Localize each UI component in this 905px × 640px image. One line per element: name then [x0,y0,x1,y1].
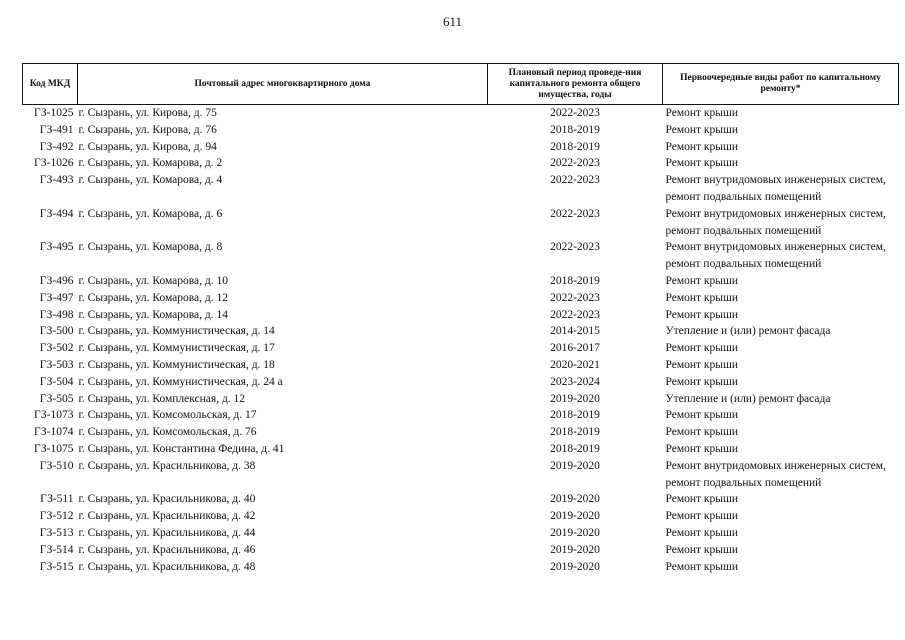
table-row [23,307,899,324]
table-row [23,391,899,408]
period-cell: 2022-2023 [550,291,600,304]
work-type-cell: Ремонт крыши [665,442,739,455]
mkd-code-cell: ГЗ-1073 [33,409,74,422]
mkd-code-cell: ГЗ-515 [39,560,74,573]
table-row [23,508,899,525]
table-row [23,122,899,139]
period-cell: 2019-2020 [550,560,600,573]
address-cell: г. Сызрань, ул. Кирова, д. 76 [78,123,217,136]
mkd-code-cell: ГЗ-510 [39,459,74,472]
mkd-code-cell: ГЗ-512 [39,510,74,523]
table-row [23,273,899,290]
mkd-code-cell: ГЗ-513 [39,526,74,539]
table-row [23,105,899,122]
period-cell: 2016-2017 [550,342,600,355]
mkd-code-cell: ГЗ-491 [39,123,74,136]
table-row [23,374,899,391]
mkd-code-cell: ГЗ-505 [39,392,74,405]
capital-repair-table [22,63,899,575]
work-type-cell: Ремонт внутридомовых инженерных систем, ремонт подвальных помещений [665,459,886,489]
table-row [23,357,899,374]
period-cell: 2018-2019 [550,274,600,287]
work-type-cell: Ремонт крыши [665,375,739,388]
mkd-code-cell: ГЗ-496 [39,274,74,287]
period-cell: 2022-2023 [550,308,600,321]
period-cell: 2022-2023 [550,157,600,170]
period-cell: 2022-2023 [550,174,600,187]
work-type-cell: Ремонт крыши [665,510,739,523]
period-cell: 2022-2023 [550,207,600,220]
period-cell: 2019-2020 [550,510,600,523]
table-row [23,559,899,576]
mkd-code-cell: ГЗ-514 [39,543,74,556]
table-row [23,424,899,441]
mkd-code-cell: ГЗ-511 [40,493,74,506]
address-cell: г. Сызрань, ул. Комсомольская, д. 17 [78,409,257,422]
period-cell: 2020-2021 [550,358,600,371]
table-row [23,290,899,307]
period-cell: 2014-2015 [550,325,600,338]
period-cell: 2018-2019 [550,409,600,422]
address-cell: г. Сызрань, ул. Коммунистическая, д. 17 [78,342,275,355]
address-cell: г. Сызрань, ул. Комарова, д. 14 [78,308,229,321]
period-cell: 2018-2019 [550,140,600,153]
mkd-code-cell: ГЗ-1026 [33,157,74,170]
address-cell: г. Сызрань, ул. Красильникова, д. 42 [78,510,256,523]
period-cell: 2019-2020 [550,543,600,556]
work-type-cell: Ремонт крыши [665,123,739,136]
address-cell: г. Сызрань, ул. Комарова, д. 12 [78,291,229,304]
work-type-cell: Ремонт крыши [665,157,739,170]
mkd-code-cell: ГЗ-1075 [33,442,74,455]
table-row [23,542,899,559]
table-row [23,155,899,172]
mkd-code-cell: ГЗ-494 [39,207,74,220]
period-cell: 2018-2019 [550,123,600,136]
table-row [23,340,899,357]
address-cell: г. Сызрань, ул. Кирова, д. 75 [78,107,217,119]
header-work-types: Первоочередные виды работ по капитальному ремонту* [663,64,899,105]
table-row [23,172,899,206]
mkd-code-cell: ГЗ-503 [39,358,74,371]
work-type-cell: Ремонт крыши [665,409,739,422]
work-type-cell: Ремонт крыши [665,358,739,371]
period-cell: 2022-2023 [550,107,600,119]
mkd-code-cell: ГЗ-502 [39,342,74,355]
work-type-cell: Ремонт крыши [665,291,739,304]
work-type-cell: Ремонт крыши [665,107,739,119]
address-cell: г. Сызрань, ул. Комсомольская, д. 76 [78,426,257,439]
header-address: Почтовый адрес многоквартирного дома [78,64,488,105]
table-row [23,491,899,508]
address-cell: г. Сызрань, ул. Комарова, д. 10 [78,274,229,287]
page-number: 611 [442,14,463,29]
period-cell: 2023-2024 [550,375,600,388]
period-cell: 2019-2020 [550,459,600,472]
work-type-cell: Утепление и (или) ремонт фасада [665,392,831,405]
period-cell: 2019-2020 [550,526,600,539]
address-cell: г. Сызрань, ул. Красильникова, д. 40 [78,493,256,506]
mkd-code-cell: ГЗ-495 [39,241,74,254]
header-code: Код МКД [23,64,78,105]
mkd-code-cell: ГЗ-1074 [33,426,74,439]
address-cell: г. Сызрань, ул. Комплексная, д. 12 [78,392,246,405]
work-type-cell: Утепление и (или) ремонт фасада [665,325,831,338]
period-cell: 2019-2020 [550,392,600,405]
address-cell: г. Сызрань, ул. Красильникова, д. 48 [78,560,256,573]
address-cell: г. Сызрань, ул. Коммунистическая, д. 24 а [78,375,283,388]
address-cell: г. Сызрань, ул. Кирова, д. 94 [78,140,217,153]
table-row [23,139,899,156]
mkd-code-cell: ГЗ-493 [39,174,74,187]
work-type-cell: Ремонт внутридомовых инженерных систем, ремонт подвальных помещений [665,241,886,271]
mkd-code-cell: ГЗ-1025 [33,107,74,119]
mkd-code-cell: ГЗ-498 [39,308,74,321]
table-row [23,525,899,542]
mkd-code-cell: ГЗ-492 [39,140,74,153]
work-type-cell: Ремонт внутридомовых инженерных систем, ремонт подвальных помещений [665,174,886,203]
table-row [23,441,899,458]
period-cell: 2022-2023 [550,241,600,254]
work-type-cell: Ремонт крыши [665,342,739,355]
address-cell: г. Сызрань, ул. Коммунистическая, д. 18 [78,358,275,371]
mkd-code-cell: ГЗ-500 [39,325,74,338]
table-row [23,206,899,240]
period-cell: 2018-2019 [550,442,600,455]
period-cell: 2018-2019 [550,426,600,439]
work-type-cell: Ремонт крыши [665,426,739,439]
mkd-code-cell: ГЗ-497 [39,291,74,304]
address-cell: г. Сызрань, ул. Коммунистическая, д. 14 [78,325,275,338]
work-type-cell: Ремонт крыши [665,308,739,321]
address-cell: г. Сызрань, ул. Комарова, д. 4 [78,174,223,187]
work-type-cell: Ремонт крыши [665,140,739,153]
work-type-cell: Ремонт крыши [665,543,739,556]
table-body [23,105,899,576]
work-type-cell: Ремонт крыши [665,493,739,506]
table-row [23,323,899,340]
header-period: Плановый период проведе-ния капитального ремонта общего имущества, годы [488,64,663,105]
address-cell: г. Сызрань, ул. Комарова, д. 6 [78,207,223,220]
address-cell: г. Сызрань, ул. Красильникова, д. 46 [78,543,256,556]
address-cell: г. Сызрань, ул. Комарова, д. 8 [78,241,223,254]
work-type-cell: Ремонт крыши [665,560,739,573]
work-type-cell: Ремонт крыши [665,526,739,539]
work-type-cell: Ремонт крыши [665,274,739,287]
table-row [23,458,899,492]
address-cell: г. Сызрань, ул. Константина Федина, д. 41 [78,442,285,455]
table-row [23,239,899,273]
address-cell: г. Сызрань, ул. Красильникова, д. 44 [78,526,256,539]
mkd-code-cell: ГЗ-504 [39,375,74,388]
work-type-cell: Ремонт внутридомовых инженерных систем, ремонт подвальных помещений [665,207,886,237]
period-cell: 2019-2020 [550,493,600,506]
table-header-row [23,64,899,105]
address-cell: г. Сызрань, ул. Красильникова, д. 38 [78,459,256,472]
address-cell: г. Сызрань, ул. Комарова, д. 2 [78,157,223,170]
table-row [23,407,899,424]
